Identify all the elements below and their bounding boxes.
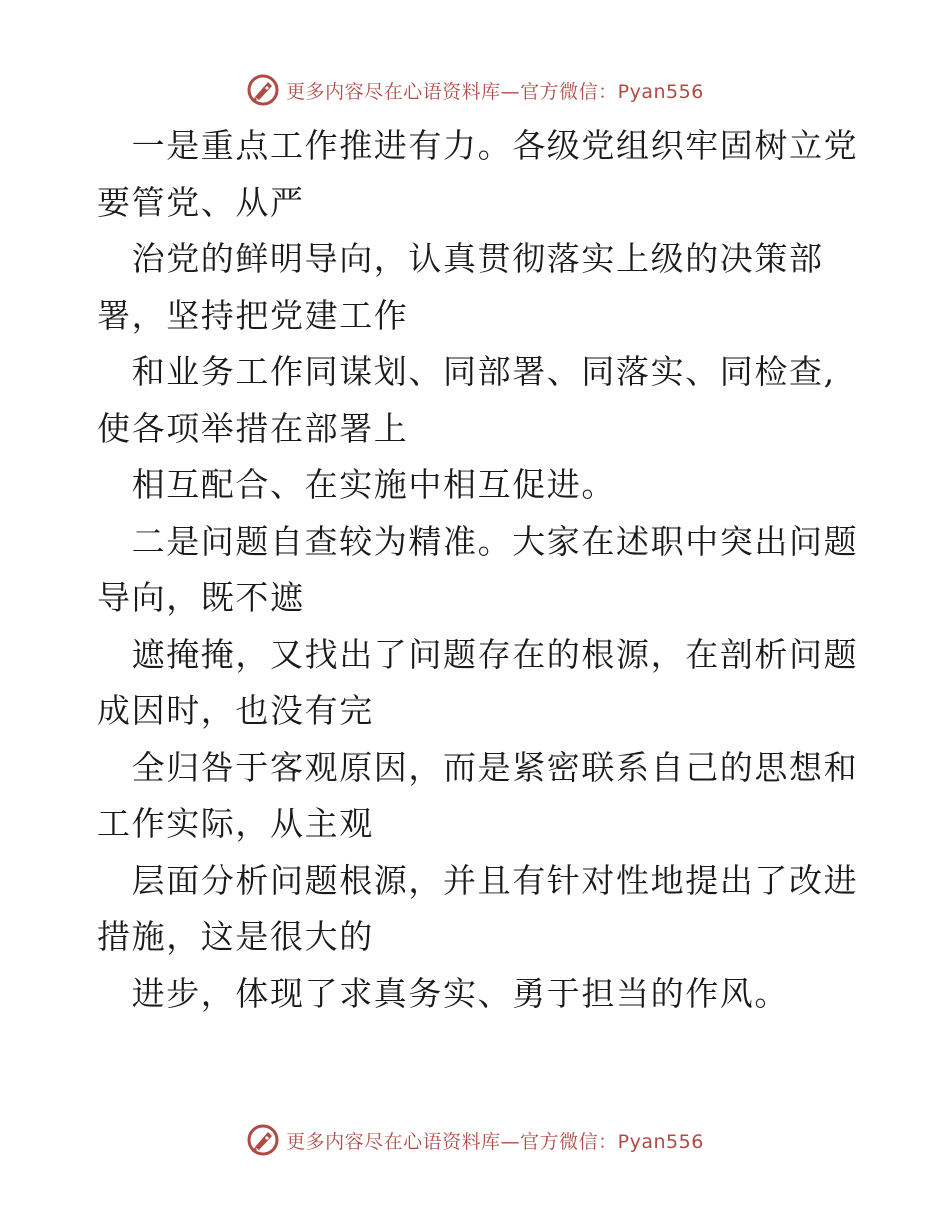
text-line: 遮掩掩，又找出了问题存在的根源，在剖析问题 (97, 634, 859, 674)
text-line: 二是问题自查较为精准。大家在述职中突出问题 (97, 521, 859, 561)
text-line: 工作实际，从主观 (97, 804, 374, 843)
text-line: 成因时，也没有完 (97, 691, 374, 730)
text-line: 全归咎于客观原因，而是紧密联系自己的思想和 (97, 747, 859, 787)
header-watermark (0, 70, 950, 110)
text-line: 署，坚持把党建工作 (97, 295, 409, 335)
text-line: 层面分析问题根源，并且有针对性地提出了改进 (97, 860, 859, 900)
watermark-text: 更多内容尽在心语资料库—官方微信：Pyan556 (286, 80, 704, 103)
text-line: 一是重点工作推进有力。各级党组织牢固树立党 (97, 126, 859, 165)
pen-nib-logo-icon (246, 1123, 280, 1157)
text-line: 措施，这是很大的 (97, 917, 374, 956)
text-line: 相互配合、在实施中相互促进。 (97, 465, 616, 504)
text-line: 和业务工作同谋划、同部署、同落实、同检查, (97, 352, 836, 391)
pen-nib-logo-icon (246, 73, 280, 107)
text-line: 进步，体现了求真务实、勇于担当的作风。 (97, 973, 789, 1013)
text-line: 治党的鲜明导向，认真贯彻落实上级的决策部 (97, 239, 824, 278)
document-body (97, 118, 867, 1022)
footer-watermark (0, 1120, 950, 1160)
text-line: 使各项举措在部署上 (97, 408, 409, 448)
text-line: 要管党、从严 (97, 182, 305, 222)
watermark-text: 更多内容尽在心语资料库—官方微信：Pyan556 (286, 1130, 704, 1153)
text-line: 导向，既不遮 (97, 578, 305, 617)
